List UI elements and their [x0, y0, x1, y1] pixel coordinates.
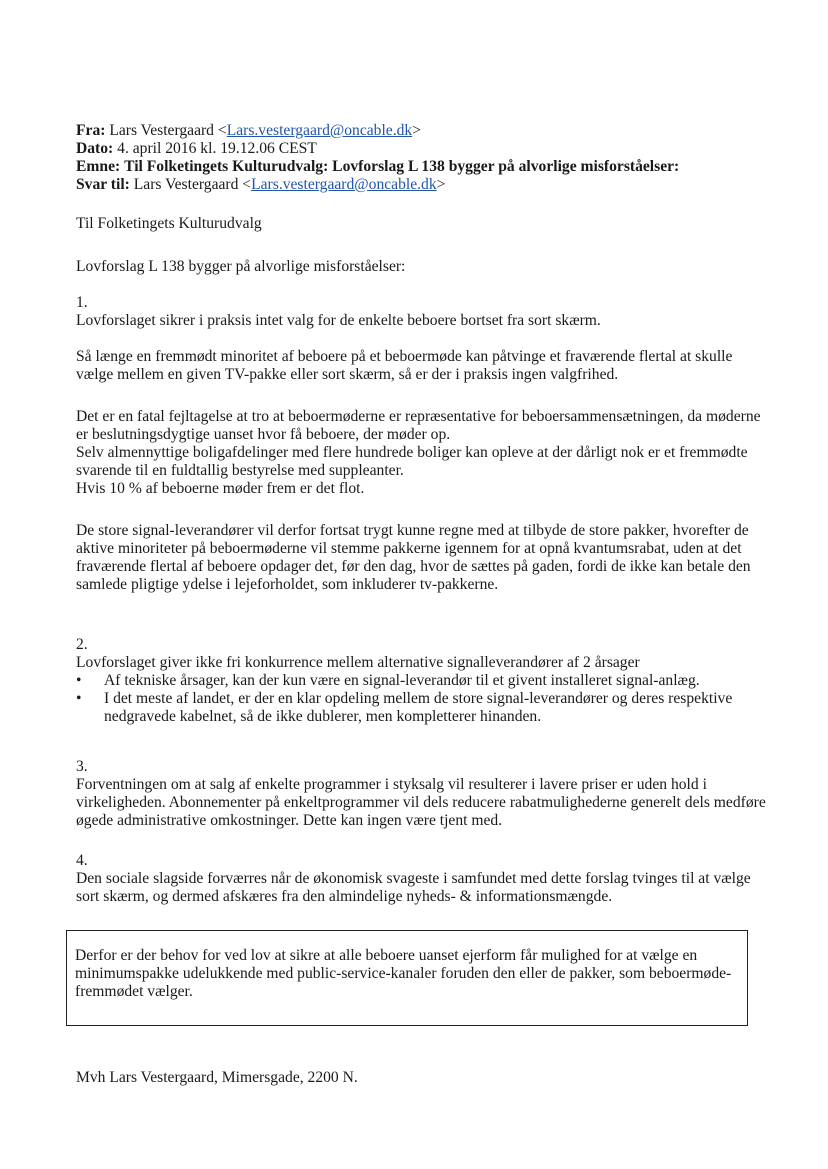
section-1-number: 1.: [76, 294, 88, 311]
section-2-lead: Lovforslaget giver ikke fri konkurrence mellem alternative signalleverandører af 2 årsager: [76, 654, 640, 671]
bullet-marker: •: [76, 672, 82, 689]
reply-close: >: [436, 176, 446, 193]
section-1-text-2a: Det er en fatal fejltagelse at tro at beboermøderne er repræsentative for beboersammensætningen, da møderne er beslutningsdygtige uanset hvor få beboere, der møder op.: [76, 408, 761, 443]
from-email-link[interactable]: Lars.vestergaard@oncable.dk: [226, 122, 413, 139]
intro-line: Lovforslag L 138 bygger på alvorlige misforståelser:: [76, 258, 406, 275]
section-3-number: 3.: [76, 758, 88, 775]
section-2: [76, 636, 766, 726]
reply-label: Svar til:: [76, 176, 130, 193]
section-3-text: Forventningen om at salg af enkelte programmer i styksalg vil resulterer i lavere priser er uden hold i virkeligheden. Abonnementer på enkeltprogrammer vil dels reducere rabatmulighederne generelt dels medføre øgede administrative omkostninger. Dette kan ingen være tjent med.: [76, 776, 766, 829]
reply-email-link[interactable]: Lars.vestergaard@oncable.dk: [251, 176, 437, 193]
conclusion-box: [66, 930, 748, 1026]
section-1-lead: Lovforslaget sikrer i praksis intet valg for de enkelte beboere bortset fra sort skærm.: [76, 312, 601, 329]
bullet-item-2: [76, 690, 766, 726]
email-header: [76, 122, 776, 194]
bullet-marker: •: [76, 690, 82, 707]
section-1-text-2c: Hvis 10 % af beboerne møder frem er det flot.: [76, 480, 365, 497]
section-4-text: Den sociale slagside forværres når de økonomisk svageste i samfundet med dette forslag tvinges til at vælge sort skærm, og dermed afskæres fra den almindelige nyheds- & informationsmængde.: [76, 870, 751, 905]
section-1-paragraph-1: [76, 348, 766, 384]
from-name: Lars Vestergaard <: [109, 122, 227, 139]
salutation: Til Folketingets Kulturudvalg: [76, 215, 262, 232]
date-value: 4. april 2016 kl. 19.12.06 CEST: [117, 140, 317, 157]
section-4: [76, 852, 766, 906]
section-1-text-1: Så længe en fremmødt minoritet af beboere på et beboermøde kan påtvinge et fraværende flertal at skulle vælge mellem en given TV-pakke eller sort skærm, så er der i praksis ingen valgfrihed.: [76, 348, 733, 383]
bullet-text-1: Af tekniske årsager, kan der kun være en signal-leverandør til et givent installeret signal-anlæg.: [104, 672, 700, 689]
section-1-paragraph-2: [76, 408, 766, 498]
date-line: [76, 140, 776, 158]
signature: Mvh Lars Vestergaard, Mimersgade, 2200 N.: [76, 1069, 358, 1086]
conclusion-text: Derfor er der behov for ved lov at sikre at alle beboere uanset ejerform får mulighed for at vælge en minimumspakke udelukkende med public-service-kanaler foruden den eller de pakker, som beboermøde-fremmødet vælger.: [75, 947, 732, 1000]
section-4-number: 4.: [76, 852, 88, 869]
reply-name: Lars Vestergaard <: [133, 176, 252, 193]
subject-value: Til Folketingets Kulturudvalg: Lovforslag L 138 bygger på alvorlige misforståelser:: [124, 158, 680, 175]
section-1-text-2b: Selv almennyttige boligafdelinger med flere hundrede boliger kan opleve at der dårligt nok er et fremmødte svarende til en fuldtallig bestyrelse med suppleanter.: [76, 444, 748, 479]
from-label: Fra:: [76, 122, 106, 139]
section-1: [76, 294, 766, 330]
section-1-paragraph-3: [76, 522, 766, 594]
subject-label: Emne:: [76, 158, 121, 175]
reply-to-line: [76, 176, 776, 194]
section-1-text-3: De store signal-leverandører vil derfor fortsat trygt kunne regne med at tilbyde de store pakker, hvorefter de aktive minoriteter på beboermøderne vil stemme pakkerne igennem for at opnå kvantumsrabat, uden at det fraværende flertal af beboere opdager det, før den dag, hvor de sættes på gaden, fordi de ikke kan betale den samlede pligtige ydelse i lejeforholdet, som inkluderer tv-pakkerne.: [76, 522, 751, 593]
from-line: [76, 122, 776, 140]
section-2-number: 2.: [76, 636, 88, 653]
bullet-text-2: I det meste af landet, er der en klar opdeling mellem de store signal-leverandører og deres respektive nedgravede kabelnet, så de ikke dublerer, men kompletterer hinanden.: [104, 690, 733, 725]
date-label: Dato:: [76, 140, 114, 157]
from-close: >: [412, 122, 422, 139]
section-3: [76, 758, 766, 830]
bullet-item-1: [76, 672, 766, 690]
subject-line: [76, 158, 776, 176]
